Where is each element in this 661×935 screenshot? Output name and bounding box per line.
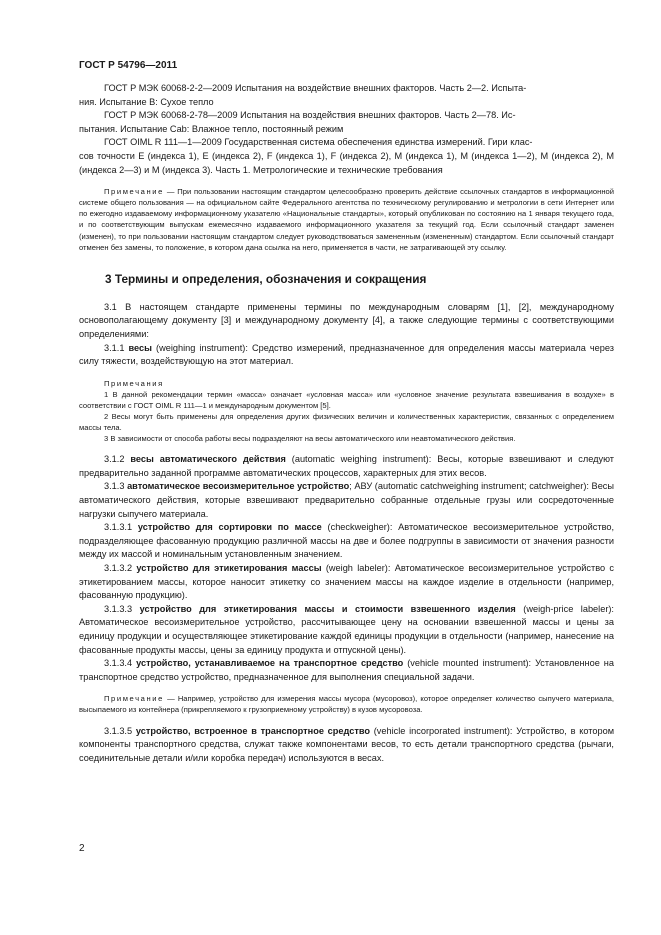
reference-item: ГОСТ OIML R 111—1—2009 Государственная система обеспечения единства измерений. Гири клас- сов точности E (индекса 1), E (индекса 2), F (индекса 1), F (индекса 2), M (индекса 1), M (индекса 1—2), M (индекса 2), M (индекса 2—3) и M (индекса 3). Часть 1. Метрологические и технические требования [79, 137, 614, 175]
note-item: 1 В данной рекомендации термин «масса» означает «условная масса» или «условное значение результата взвешивания в воздухе» в соответствии с ГОСТ OIML R 111—1 и международным документом [5]. [79, 389, 614, 410]
term-3-1-3-5: 3.1.3.5 устройство, встроенное в транспортное средство (vehicle incorporated instrument): Устройство, в котором компоненты транспортного средства, служат также компонентами весов, то есть детали транспортного средства (рычаги, соединительные детали и/или коробка передач) используются в весах. [79, 725, 615, 763]
paragraph-3-1: 3.1 В настоящем стандарте применены термины по международным словарям [1], [2], международному основополагающему документу [3] и международному документу [4], а также следующие термины с соответствующими определениями: [79, 301, 614, 339]
reference-note: Примечание — При пользовании настоящим стандартом целесообразно проверить действие ссылочных стандартов в информационной системе общего пользования — на официальном сайте Федерального агентства по техническому регулированию и метрологии в сети Интернет или по ежегодно издаваемому информационному указателю «Национальные стандарты», который опубликован по состоянию на 1 января текущего года, и по соответствующим выпускам ежемесячно издаваемого информационного указателя за текущий год. Если ссылочный стандарт заменен (изменен), то при пользовании настоящим стандартом следует руководствоваться замененным (измененным) стандартом. Если ссылочный стандарт отменен без замены, то положение, в котором дана ссылка на него, применяется в части, не затрагивающей эту ссылку. [79, 187, 614, 252]
note-item: 2 Весы могут быть применены для определения других физических величин и количественных характеристик, связанных с определением массы тела. [79, 411, 614, 433]
term-3-1-3: 3.1.3 автоматическое весоизмерительное устройство; АВУ (automatic catchweighing instrument; catchweigher): Весы автоматического действия, которые взвешивают предварительно собранные отдельные грузы или сосредоточенные нагрузки сыпучего материала. [79, 481, 614, 519]
term-3-1-3-2: 3.1.3.2 устройство для этикетирования массы (weigh labeler): Автоматическое весоизмерительное устройство с этикетированием массы, которое наносит этикетку со значением массы на каждое изделие в отдельности (например, фасованную продукцию). [79, 563, 614, 601]
note-item: 3 В зависимости от способа работы весы подразделяют на весы автоматического или неавтоматического действия. [104, 434, 516, 444]
term-3-1-2: 3.1.2 весы автоматического действия (automatic weighing instrument): Весы, которые взвешивают и следуют предварительно заданной программе автоматических процессов, характерных для этих весов. [79, 454, 614, 478]
document-header: ГОСТ Р 54796—2011 [79, 60, 178, 71]
reference-item: ГОСТ Р МЭК 60068-2-78—2009 Испытания на воздействия внешних факторов. Часть 2—78. Ис- пытания. Испытание Cab: Влажное тепло, постоянный режим [79, 110, 516, 134]
term-3-1-3-4: 3.1.3.4 устройство, устанавливаемое на транспортное средство (vehicle mounted instrument): Установленное на транспортное средство устройство, предназначенное для выполнения специальной задачи. [79, 658, 614, 682]
example-note: Примечание — Например, устройство для измерения массы мусора (мусоровоз), которое определяет количество сыпучего материала, высыпаемого из контейнера (прикрепляемого к грузоприемному устройству) в кузов мусоровоза. [79, 694, 614, 715]
term-3-1-1: 3.1.1 весы (weighing instrument): Средство измерений, предназначенное для определения массы материала через силу тяжести, воздействующую на этот материал. [79, 342, 615, 367]
term-3-1-3-1: 3.1.3.1 устройство для сортировки по массе (checkweigher): Автоматическое весоизмерительное устройство, подразделяющее фасованную продукцию различной массы на две и более подгруппы в зависимости от значения разности между их массой и номинальным установленным значением. [79, 522, 615, 560]
term-3-1-3-3: 3.1.3.3 устройство для этикетирования массы и стоимости взвешенного изделия (weigh-price labeler): Автоматическое весоизмерительное устройство, рассчитывающее цену на основании взвешенной массы и цены за единицу продукции и осуществляющее этикетирование каждой единицы продукции в отдельности (например, нанесение на фасованные продукты массы, цены за единицу продукта и отпускной цены). [79, 603, 614, 655]
reference-item: ГОСТ Р МЭК 60068-2-2—2009 Испытания на воздействие внешних факторов. Часть 2—2. Испыта- ния. Испытание В: Сухое тепло [79, 83, 527, 107]
document-body [79, 82, 614, 765]
notes-heading: Примечания [104, 378, 164, 388]
section-heading: 3 Термины и определения, обозначения и сокращения [105, 271, 427, 286]
page-number: 2 [79, 843, 85, 854]
